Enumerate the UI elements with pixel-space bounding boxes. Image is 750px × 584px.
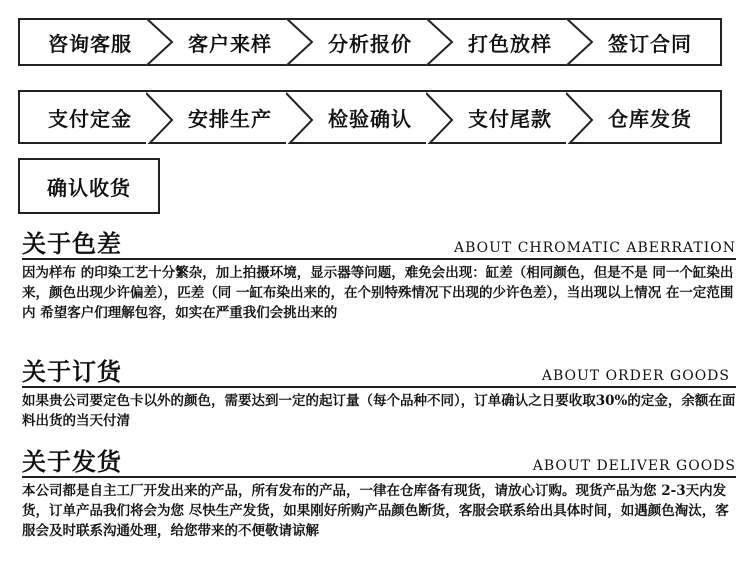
section-title: 关于发货 [22, 447, 122, 476]
section-header [22, 444, 736, 478]
step-color-sample [440, 20, 580, 64]
chevron-right-icon [426, 90, 454, 144]
section-body: 如果贵公司要定色卡以外的颜色，需要达到一定的起订量（每个品种不同），订单确认之日要收取30%的定金，余额在面料出货的当天付清 [22, 393, 736, 429]
chevron-right-icon [146, 90, 174, 144]
step-label: 打色放样 [468, 31, 552, 56]
chevron-right-icon [146, 18, 174, 66]
section-deliver-goods [22, 444, 736, 541]
chevron-right-icon [566, 18, 594, 66]
section-body: 因为样布 的印染工艺十分繁杂，加上拍摄环境，显示器等问题，难免会出现：缸差（相同颜色，但是不是 同一个缸染出来，颜色出现少许偏差），匹差（同 一缸布染出来的，在个别特殊情况下出现的少许色差），当出现以上情况 在一定范围内 希望客户们理解包容，如实在严重我们会挑出来的 [22, 265, 734, 321]
section-header [22, 354, 736, 388]
step-label: 支付尾款 [468, 106, 552, 131]
step-consult-service [20, 20, 160, 64]
section-order-goods [22, 354, 736, 431]
step-label: 咨询客服 [48, 31, 132, 56]
chevron-right-icon [286, 90, 314, 144]
section-title: 关于色差 [22, 229, 122, 258]
process-row-2 [18, 90, 722, 144]
step-label: 检验确认 [328, 106, 412, 131]
step-label: 安排生产 [188, 106, 272, 131]
chevron-right-icon [286, 18, 314, 66]
section-subtitle: ABOUT DELIVER GOODS [532, 458, 736, 474]
step-customer-sample [160, 20, 300, 64]
step-pay-balance [440, 92, 580, 142]
chevron-right-icon [566, 90, 594, 144]
step-pay-deposit [20, 92, 160, 142]
chevron-right-icon [426, 18, 454, 66]
section-chromatic-aberration [22, 226, 736, 323]
section-subtitle: ABOUT ORDER GOODS [541, 368, 730, 384]
step-analyze-quote [300, 20, 440, 64]
step-arrange-production [160, 92, 300, 142]
process-row-1 [18, 18, 722, 66]
section-title: 关于订货 [22, 357, 122, 386]
step-label: 签订合同 [608, 31, 692, 56]
section-header [22, 226, 736, 260]
step-sign-contract [580, 20, 720, 64]
section-subtitle: ABOUT CHROMATIC ABERRATION [453, 240, 736, 256]
step-confirm-receipt [18, 158, 160, 214]
step-label: 支付定金 [48, 106, 132, 131]
step-label: 确认收货 [47, 175, 131, 200]
step-label: 客户来样 [188, 31, 272, 56]
section-body: 本公司都是自主工厂开发出来的产品，所有发布的产品，一律在仓库备有现货，请放心订购。现货产品为您 2-3天内发货，订单产品我们将会为您 尽快生产发货，如果刚好所购产品颜色断货，客服会联系给出具体时间，如遇颜色淘汰，客服会及时联系沟通处理，给您带来的不便敬请谅解 [22, 483, 729, 539]
step-warehouse-ship [580, 92, 720, 142]
step-label: 仓库发货 [608, 106, 692, 131]
step-label: 分析报价 [328, 31, 412, 56]
step-inspect-confirm [300, 92, 440, 142]
